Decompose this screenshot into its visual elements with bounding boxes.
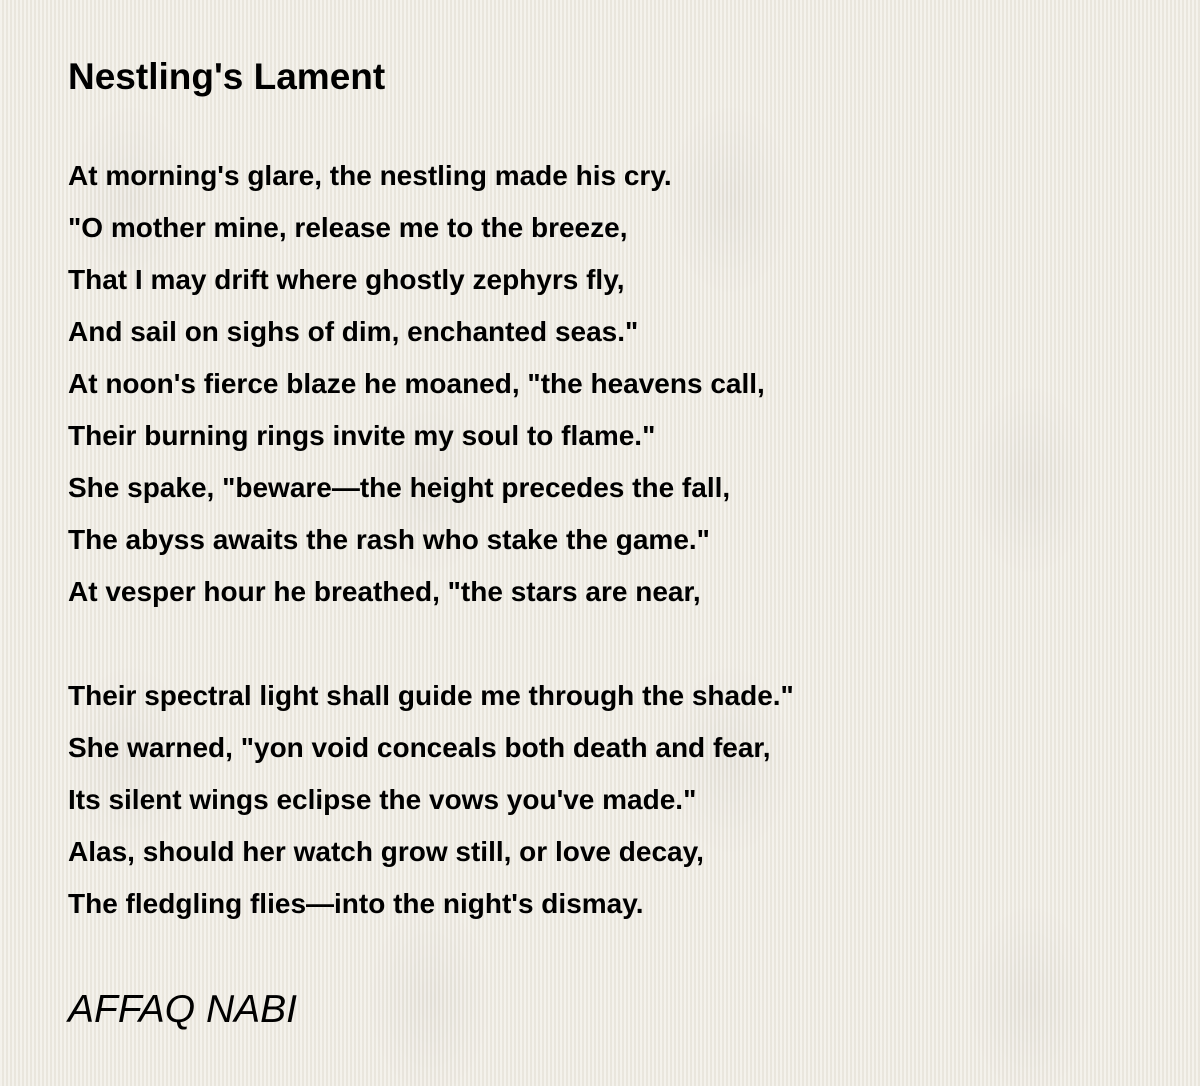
- poem-line: Their spectral light shall guide me through the shade.": [68, 680, 794, 711]
- poem-title: Nestling's Lament: [68, 56, 386, 97]
- poem-line: Their burning rings invite my soul to flame.": [68, 420, 656, 451]
- stanza-break: [68, 618, 1148, 670]
- poem-line: That I may drift where ghostly zephyrs fly,: [68, 264, 625, 295]
- poem-line: Alas, should her watch grow still, or love decay,: [68, 836, 704, 867]
- poem-line: Its silent wings eclipse the vows you've made.": [68, 784, 697, 815]
- poem-line: The abyss awaits the rash who stake the game.": [68, 524, 710, 555]
- poem-body: [68, 150, 1148, 930]
- poem-line: At vesper hour he breathed, "the stars are near,: [68, 576, 701, 607]
- poem-line: She spake, "beware—the height precedes the fall,: [68, 472, 731, 503]
- poem-line: At noon's fierce blaze he moaned, "the heavens call,: [68, 368, 765, 399]
- poem-card: [68, 52, 1148, 930]
- poem-line: "O mother mine, release me to the breeze,: [68, 212, 628, 243]
- poem-line: At morning's glare, the nestling made his cry.: [68, 160, 672, 191]
- poem-line: She warned, "yon void conceals both death and fear,: [68, 732, 771, 763]
- poem-line: The fledgling flies—into the night's dismay.: [68, 888, 644, 919]
- poem-line: And sail on sighs of dim, enchanted seas.": [68, 316, 639, 347]
- poem-author: AFFAQ NABI: [68, 988, 297, 1031]
